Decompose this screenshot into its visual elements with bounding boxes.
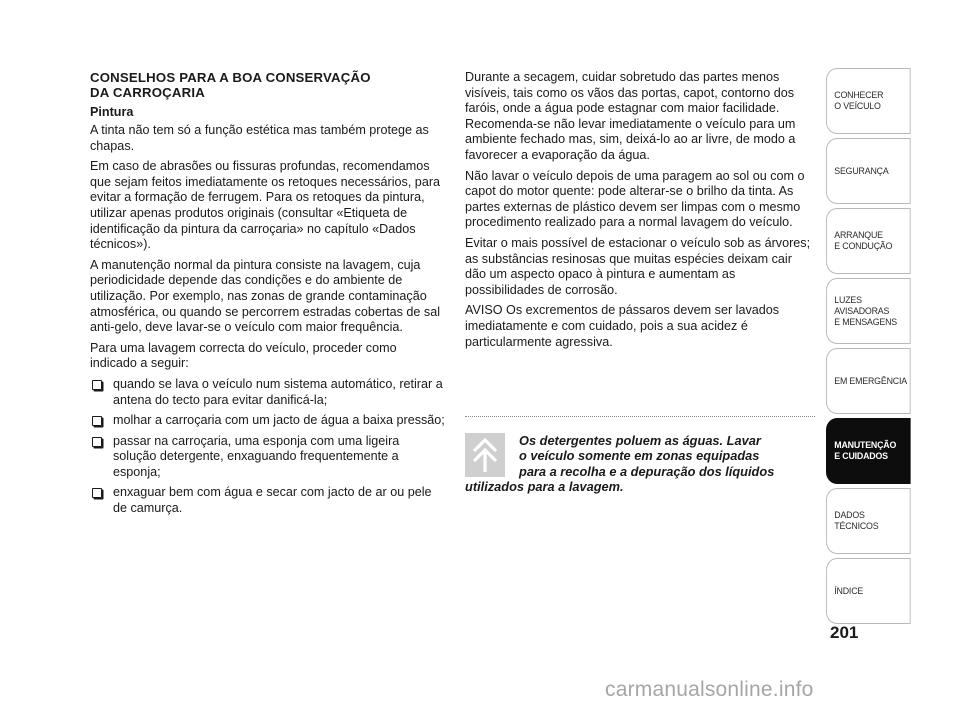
list-item: quando se lava o veículo num sistema automático, retirar a antena do tecto para evitar danificá-la;: [90, 377, 445, 408]
list-item: enxaguar bem com água e secar com jacto de ar ou pele de camurça.: [90, 485, 445, 516]
paragraph: Evitar o mais possível de estacionar o veículo sob as árvores; as substâncias resinosas que muitas espécies deixam cair dão um aspecto opaco à pintura e aumentam as possibilidades de corrosão.: [465, 235, 811, 297]
chapter-tabs: [826, 68, 918, 628]
checkbox-bullet-icon: [92, 416, 102, 426]
list-item: molhar a carroçaria com um jacto de água a baixa pressão;: [90, 413, 445, 429]
environment-note: Os detergentes poluem as águas. Lavar o veículo somente em zonas equipadas para a recolha e a depuração dos líquidos utilizados para a lavagem.: [465, 433, 775, 495]
paragraph: Em caso de abrasões ou fissuras profundas, recomendamos que sejam feitos imediatamente os retoques necessários, para evitar a formação de ferrugem. Para os retoques da pintura, utilizar apenas produtos originais (consultar «Etiqueta de identificação da pintura da carroçaria» no capítulo «Dados técnicos»).: [90, 159, 441, 252]
tab-indice[interactable]: ÍNDICE: [826, 558, 911, 624]
tab-manutencao-e-cuidados[interactable]: MANUTENÇÃO E CUIDADOS: [826, 418, 911, 484]
paragraph: AVISO Os excrementos de pássaros devem ser lavados imediatamente e com cuidado, pois a sua acidez é particularmente agressiva.: [465, 303, 780, 349]
page-number: 201: [830, 623, 859, 642]
washing-steps-list: [90, 377, 445, 517]
paragraph: A manutenção normal da pintura consiste na lavagem, cuja periodicidade depende das condições e do ambiente de utilização. Por exemplo, nas zonas de grande contaminação atmosférica, ou quando se percorrem estradas cobertas de sal anti-gelo, deve lavar-se o veículo com maior frequência.: [90, 257, 441, 335]
paragraph: A tinta não tem só a função estética mas também protege as chapas.: [90, 123, 429, 153]
subheading-pintura: Pintura: [90, 105, 134, 120]
tab-conhecer-o-veiculo[interactable]: CONHECER O VEÍCULO: [826, 68, 911, 134]
list-item: passar na carroçaria, uma esponja com uma ligeira solução detergente, enxaguando frequentemente a esponja;: [90, 434, 445, 481]
tab-seguranca[interactable]: SEGURANÇA: [826, 138, 911, 204]
checkbox-bullet-icon: [92, 488, 102, 498]
paragraph: Não lavar o veículo depois de uma paragem ao sol ou com o capot do motor quente: pode alterar-se o brilho da tinta. As partes externas de plástico devem ser limpas com o mesmo procedimento realizado para a normal lavagem do veículo.: [465, 168, 805, 230]
dotted-divider: [465, 416, 815, 417]
section-heading: CONSELHOS PARA A BOA CONSERVAÇÃO DA CARROÇARIA: [90, 70, 371, 101]
tab-dados-tecnicos[interactable]: DADOS TÉCNICOS: [826, 488, 911, 554]
right-column: [465, 70, 815, 355]
tab-em-emergencia[interactable]: EM EMERGÊNCIA: [826, 348, 911, 414]
left-column: [90, 70, 445, 522]
checkbox-bullet-icon: [92, 437, 102, 447]
paragraph: Durante a secagem, cuidar sobretudo das partes menos visíveis, tais como os vãos das portas, capot, contorno dos faróis, onde a água pode estagnar com maior facilidade. Recomenda-se não levar imediatamente o veículo para um ambiente fechado mas, sim, deixá-lo ao ar livre, de modo a favorecer a evaporação da água.: [465, 70, 796, 162]
paragraph: Para uma lavagem correcta do veículo, proceder como indicado a seguir:: [90, 340, 397, 371]
tab-arranque-e-conducao[interactable]: ARRANQUE E CONDUÇÃO: [826, 208, 911, 274]
watermark: carmanualsonline.info: [605, 678, 814, 701]
tab-luzes-avisadoras[interactable]: LUZES AVISADORAS E MENSAGENS: [826, 278, 911, 344]
checkbox-bullet-icon: [92, 380, 102, 390]
